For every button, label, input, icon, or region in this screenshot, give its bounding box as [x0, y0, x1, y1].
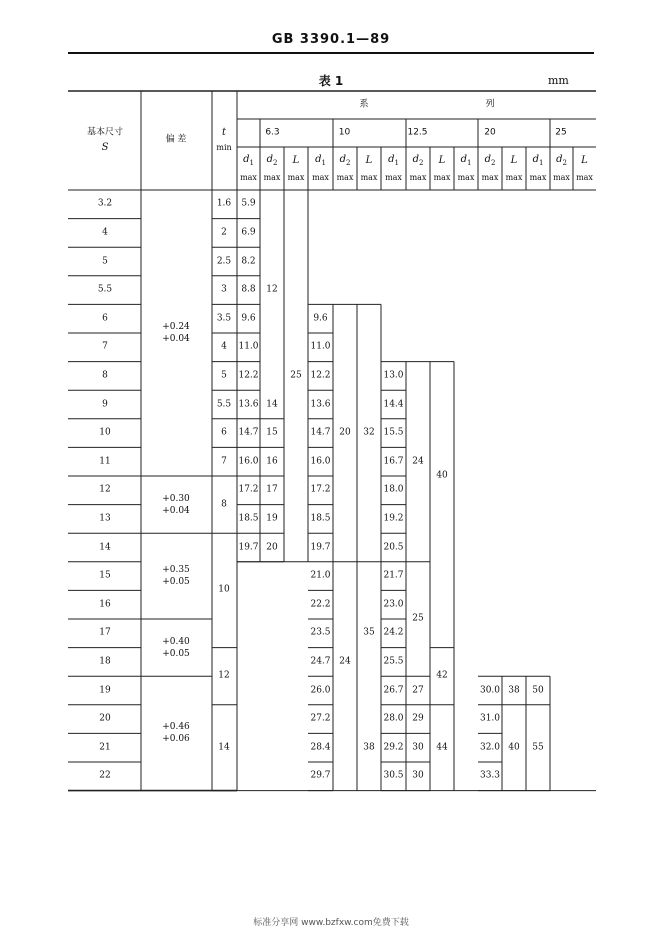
s125-d1-4: 18.0 — [383, 484, 404, 495]
size-12: 12 — [99, 484, 111, 495]
s125-d2-1: 25 — [412, 613, 424, 624]
series-6_3: 6.3 — [265, 127, 280, 138]
s20-d2-1: 40 — [508, 742, 520, 753]
s125-d1-12: 28.0 — [383, 713, 404, 724]
size-8: 8 — [102, 370, 108, 381]
subhead-d1-3 — [461, 155, 472, 167]
table-unit: mm — [548, 74, 569, 87]
s63-L: 25 — [290, 370, 302, 381]
subhead-symbol: L — [510, 155, 518, 166]
s20-d1-2: 32.0 — [479, 742, 501, 753]
subhead-max-0-0: max — [240, 173, 257, 182]
subhead-subscript: 2 — [418, 159, 424, 167]
deviation-lower-1: +0.04 — [162, 505, 190, 516]
s125-d1-1: 14.4 — [383, 399, 404, 409]
subhead-max-0-2: max — [287, 173, 305, 182]
subhead-max-4-2: max — [576, 173, 593, 182]
subhead-symbol: d — [243, 154, 250, 165]
s10-d1-14: 27.2 — [310, 713, 331, 724]
s63-d1-7: 13.6 — [238, 399, 259, 409]
size-19: 19 — [99, 685, 111, 695]
s125-d1-0: 13.0 — [383, 370, 404, 381]
size-15: 15 — [99, 570, 111, 581]
table-title: 表 1 — [318, 74, 344, 88]
size-5: 5 — [102, 256, 108, 266]
size-6: 6 — [102, 313, 108, 324]
subhead-d1-2 — [388, 155, 399, 167]
header-series-1: 系 — [359, 99, 369, 110]
size-21: 21 — [99, 742, 111, 753]
s10-d1-0: 9.6 — [313, 313, 328, 324]
subhead-symbol: d — [315, 154, 322, 165]
s10-d1-9: 21.0 — [310, 570, 331, 581]
subhead-symbol: d — [412, 154, 419, 165]
s125-d2-3: 29 — [412, 713, 424, 724]
size-11: 11 — [99, 456, 111, 467]
s20-d1-3: 33.3 — [479, 770, 501, 781]
s63-d1-10: 17.2 — [238, 484, 259, 495]
t-value-2: 2.5 — [216, 256, 232, 266]
deviation-upper-2: +0.35 — [162, 565, 190, 576]
subhead-max-1-0: max — [312, 173, 329, 182]
s10-L-1: 35 — [363, 627, 375, 638]
subhead-max-1-1: max — [336, 173, 354, 182]
t-value-13: 14 — [218, 742, 230, 753]
s125-d1-6: 20.5 — [383, 542, 404, 552]
s125-L-2: 44 — [436, 742, 448, 753]
subhead-d2-2 — [413, 155, 424, 167]
s125-d2-2: 27 — [412, 685, 424, 695]
s10-d1-6: 17.2 — [310, 484, 331, 495]
subhead-d2-4 — [556, 155, 567, 167]
deviation-lower-2: +0.05 — [162, 577, 190, 588]
subhead-max-3-1: max — [481, 173, 499, 182]
series-25: 25 — [555, 127, 567, 138]
s63-d1-2: 8.2 — [241, 256, 256, 266]
size-7: 7 — [102, 341, 108, 352]
s125-d1-9: 24.2 — [383, 627, 404, 638]
subhead-max-2-2: max — [433, 173, 451, 182]
s125-d1-7: 21.7 — [383, 570, 404, 581]
s125-d2-4: 30 — [412, 742, 424, 753]
s125-d2-0: 24 — [412, 456, 424, 467]
size-18: 18 — [99, 656, 111, 667]
subhead-subscript: 1 — [321, 159, 326, 167]
subhead-subscript: 1 — [466, 159, 472, 167]
s125-d1-14: 30.5 — [383, 770, 404, 781]
s10-L-2: 38 — [363, 742, 375, 753]
subhead-subscript: 2 — [490, 159, 496, 167]
subhead-max-4-0: max — [529, 173, 547, 182]
deviation-upper-3: +0.40 — [162, 636, 190, 647]
t-value-7: 5.5 — [216, 399, 232, 409]
t-value-5: 4 — [221, 341, 227, 352]
s10-d2-0: 20 — [339, 427, 351, 438]
subhead-d2-0 — [267, 155, 278, 167]
subhead-subscript: 1 — [394, 159, 399, 167]
s20-d1-1: 31.0 — [479, 713, 501, 724]
subhead-d1-0 — [243, 155, 254, 167]
subhead-l-3 — [511, 156, 518, 166]
s20-d2-0: 38 — [508, 685, 520, 695]
subhead-subscript: 2 — [272, 159, 278, 167]
s10-d1-8: 19.7 — [310, 542, 331, 552]
s10-d1-4: 14.7 — [310, 427, 331, 438]
size-14: 14 — [99, 542, 111, 552]
subhead-symbol: d — [532, 154, 539, 165]
subhead-symbol: d — [266, 154, 273, 165]
subhead-d1-1 — [315, 155, 326, 167]
subhead-max-1-2: max — [360, 173, 378, 182]
standard-number: GB 3390.1—89 — [271, 32, 391, 47]
s63-d1-11: 18.5 — [238, 513, 259, 524]
deviation-lower-3: +0.05 — [162, 648, 190, 659]
size-13: 13 — [99, 513, 111, 524]
subhead-l-1 — [366, 156, 373, 166]
subhead-max-4-1: max — [553, 173, 570, 182]
subhead-d2-3 — [485, 155, 496, 167]
deviation-upper-4: +0.46 — [162, 722, 190, 733]
s125-d1-8: 23.0 — [383, 599, 404, 610]
size-17: 17 — [99, 627, 111, 638]
subhead-d2-1 — [340, 155, 351, 167]
s10-d1-1: 11.0 — [310, 341, 331, 352]
s63-d2-3: 16 — [266, 456, 278, 467]
s63-d1-9: 16.0 — [238, 456, 259, 467]
s10-d1-3: 13.6 — [310, 399, 331, 409]
subhead-subscript: 1 — [538, 159, 544, 167]
subhead-subscript: 2 — [345, 159, 351, 167]
size-10: 10 — [99, 427, 111, 438]
s10-d1-2: 12.2 — [310, 370, 331, 381]
t-value-1: 2 — [221, 227, 227, 238]
s63-d2-6: 20 — [266, 542, 278, 552]
footer-watermark: 标准分享网 www.bzfxw.com免费下载 — [253, 918, 409, 928]
subhead-max-2-0: max — [385, 173, 402, 182]
subhead-max-3-2: max — [505, 173, 523, 182]
t-value-9: 7 — [221, 456, 227, 467]
size-5.5: 5.5 — [97, 284, 113, 295]
s125-d2-5: 30 — [412, 770, 424, 781]
subhead-symbol: L — [292, 155, 300, 166]
s125-d1-2: 15.5 — [383, 427, 404, 438]
s63-d1-12: 19.7 — [238, 542, 259, 552]
s63-d1-5: 11.0 — [238, 341, 259, 352]
s63-d2-4: 17 — [266, 484, 278, 495]
subhead-symbol: d — [484, 154, 491, 165]
subhead-symbol: d — [339, 154, 346, 165]
t-value-4: 3.5 — [216, 313, 232, 324]
subhead-symbol: d — [556, 154, 563, 165]
s10-d1-7: 18.5 — [310, 513, 331, 524]
s63-d1-3: 8.8 — [241, 284, 256, 295]
s63-d1-4: 9.6 — [241, 313, 256, 324]
series-10: 10 — [338, 127, 351, 138]
s63-d2-5: 19 — [266, 513, 278, 524]
s10-d1-13: 26.0 — [310, 685, 331, 695]
s63-d1-6: 12.2 — [238, 370, 259, 381]
s10-d1-16: 29.7 — [310, 770, 331, 781]
t-value-8: 6 — [221, 427, 227, 438]
t-value-3: 3 — [221, 284, 227, 295]
s63-d2-2: 15 — [266, 427, 278, 438]
subhead-max-2-1: max — [409, 173, 427, 182]
s63-d1-1: 6.9 — [241, 227, 256, 238]
series-12_5: 12.5 — [407, 127, 428, 138]
s125-d1-11: 26.7 — [383, 685, 404, 695]
subhead-subscript: 2 — [562, 159, 567, 167]
subhead-l-0 — [293, 156, 300, 166]
subhead-symbol: L — [365, 155, 373, 166]
s125-d1-13: 29.2 — [383, 742, 404, 753]
s63-d1-0: 5.9 — [241, 198, 256, 209]
size-9: 9 — [102, 399, 108, 409]
s63-d2-0: 12 — [266, 284, 278, 295]
s125-d1-3: 16.7 — [383, 456, 404, 467]
s125-L-0: 40 — [436, 470, 448, 481]
deviation-lower-0: +0.04 — [162, 334, 190, 344]
subhead-l-4 — [581, 156, 588, 166]
subhead-l-2 — [439, 156, 446, 166]
size-20: 20 — [99, 713, 111, 724]
header-t-min: min — [216, 143, 232, 152]
s20-L-0: 50 — [532, 685, 544, 695]
header-deviation: 偏 差 — [165, 134, 187, 145]
subhead-symbol: L — [438, 155, 446, 166]
size-22: 22 — [99, 770, 111, 781]
t-value-10: 8 — [221, 499, 227, 510]
s20-d1-0: 30.0 — [479, 685, 501, 695]
s10-d1-5: 16.0 — [310, 456, 331, 467]
subhead-max-0-1: max — [263, 173, 281, 182]
s20-L-1: 55 — [532, 742, 544, 753]
subhead-symbol: d — [388, 154, 395, 165]
s125-d1-10: 25.5 — [383, 656, 404, 667]
s63-d2-1: 14 — [266, 399, 278, 409]
t-value-11: 10 — [218, 584, 230, 595]
deviation-upper-1: +0.30 — [162, 493, 190, 504]
subhead-symbol: L — [581, 155, 588, 166]
s125-L-1: 42 — [436, 670, 448, 681]
subhead-subscript: 1 — [249, 159, 254, 167]
size-3.2: 3.2 — [97, 198, 113, 209]
series-20: 20 — [484, 127, 496, 138]
t-value-12: 12 — [218, 670, 230, 681]
deviation-lower-4: +0.06 — [162, 734, 190, 745]
subhead-symbol: d — [460, 154, 467, 165]
header-size-symbol: S — [101, 142, 109, 153]
s125-d1-5: 19.2 — [383, 513, 404, 524]
subhead-d1-4 — [533, 155, 544, 167]
s10-d1-11: 23.5 — [310, 627, 331, 638]
deviation-upper-0: +0.24 — [162, 322, 190, 332]
s63-d1-8: 14.7 — [238, 427, 259, 438]
header-series-2: 列 — [485, 99, 495, 110]
size-4: 4 — [102, 227, 108, 238]
s10-L-0: 32 — [363, 427, 375, 438]
s10-d1-15: 28.4 — [310, 742, 331, 753]
size-16: 16 — [99, 599, 111, 610]
header-t: t — [221, 127, 227, 138]
s10-d2-1: 24 — [339, 656, 351, 667]
s10-d1-10: 22.2 — [310, 599, 331, 610]
t-value-0: 1.6 — [216, 198, 232, 209]
s10-d1-12: 24.7 — [310, 656, 331, 667]
t-value-6: 5 — [221, 370, 227, 381]
header-size: 基本尺寸 — [86, 127, 124, 138]
subhead-max-3-0: max — [457, 173, 475, 182]
